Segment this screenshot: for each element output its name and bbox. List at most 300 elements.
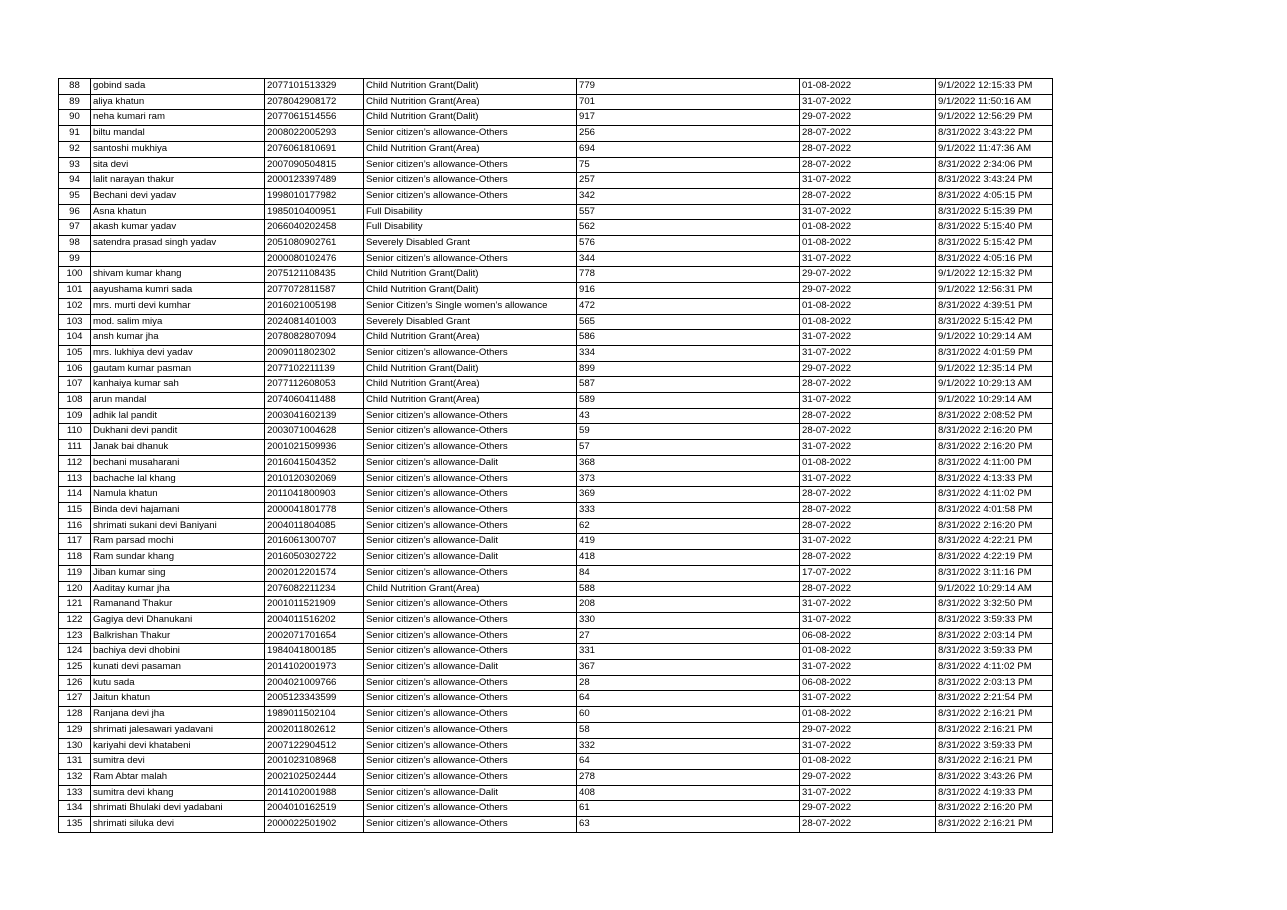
- row-number-cell: 134: [59, 801, 91, 817]
- row-number-cell: 107: [59, 377, 91, 393]
- amount-cell: 368: [577, 455, 800, 471]
- amount-cell: 562: [577, 220, 800, 236]
- amount-cell: 43: [577, 408, 800, 424]
- amount-cell: 701: [577, 94, 800, 110]
- row-number-cell: 106: [59, 361, 91, 377]
- amount-cell: 565: [577, 314, 800, 330]
- amount-cell: 472: [577, 298, 800, 314]
- amount-cell: 899: [577, 361, 800, 377]
- table-row: [59, 628, 1053, 644]
- timestamp-cell: 9/1/2022 11:50:16 AM: [936, 94, 1053, 110]
- table-row: [59, 738, 1053, 754]
- beneficiary-name-cell: sita devi: [91, 157, 265, 173]
- timestamp-cell: 8/31/2022 3:32:50 PM: [936, 597, 1053, 613]
- allowance-type-cell: Child Nutrition Grant(Area): [364, 581, 577, 597]
- row-number-cell: 115: [59, 502, 91, 518]
- date-cell: 28-07-2022: [800, 377, 936, 393]
- timestamp-cell: 8/31/2022 2:16:21 PM: [936, 707, 1053, 723]
- table-row: [59, 236, 1053, 252]
- allowance-type-cell: Senior citizen’s allowance-Others: [364, 612, 577, 628]
- amount-cell: 694: [577, 141, 800, 157]
- amount-cell: 344: [577, 251, 800, 267]
- date-cell: 01-08-2022: [800, 298, 936, 314]
- registration-number-cell: 2066040202458: [265, 220, 364, 236]
- beneficiary-name-cell: [91, 251, 265, 267]
- timestamp-cell: 8/31/2022 3:59:33 PM: [936, 644, 1053, 660]
- row-number-cell: 110: [59, 424, 91, 440]
- date-cell: 29-07-2022: [800, 361, 936, 377]
- allowance-type-cell: Senior Citizen’s Single women’s allowance: [364, 298, 577, 314]
- allowance-type-cell: Senior citizen’s allowance-Others: [364, 817, 577, 833]
- row-number-cell: 133: [59, 785, 91, 801]
- row-number-cell: 120: [59, 581, 91, 597]
- registration-number-cell: 2000022501902: [265, 817, 364, 833]
- allowance-type-cell: Senior citizen’s allowance-Others: [364, 408, 577, 424]
- timestamp-cell: 8/31/2022 4:01:59 PM: [936, 345, 1053, 361]
- beneficiary-name-cell: mod. salim miya: [91, 314, 265, 330]
- allowance-type-cell: Severely Disabled Grant: [364, 314, 577, 330]
- table-row: [59, 534, 1053, 550]
- row-number-cell: 93: [59, 157, 91, 173]
- beneficiary-name-cell: Jaitun khatun: [91, 691, 265, 707]
- registration-number-cell: 2024081401003: [265, 314, 364, 330]
- date-cell: 31-07-2022: [800, 691, 936, 707]
- allowance-type-cell: Senior citizen’s allowance-Others: [364, 707, 577, 723]
- row-number-cell: 108: [59, 393, 91, 409]
- beneficiary-name-cell: kanhaiya kumar sah: [91, 377, 265, 393]
- beneficiary-name-cell: sumitra devi: [91, 754, 265, 770]
- allowance-type-cell: Senior citizen’s allowance-Others: [364, 754, 577, 770]
- allowance-type-cell: Child Nutrition Grant(Area): [364, 94, 577, 110]
- beneficiary-name-cell: Ram parsad mochi: [91, 534, 265, 550]
- row-number-cell: 124: [59, 644, 91, 660]
- amount-cell: 59: [577, 424, 800, 440]
- date-cell: 28-07-2022: [800, 157, 936, 173]
- row-number-cell: 127: [59, 691, 91, 707]
- registration-number-cell: 2001021509936: [265, 440, 364, 456]
- beneficiary-name-cell: satendra prasad singh yadav: [91, 236, 265, 252]
- row-number-cell: 131: [59, 754, 91, 770]
- amount-cell: 256: [577, 126, 800, 142]
- timestamp-cell: 8/31/2022 4:05:15 PM: [936, 188, 1053, 204]
- registration-number-cell: 2004021009766: [265, 675, 364, 691]
- amount-cell: 64: [577, 691, 800, 707]
- table-row: [59, 393, 1053, 409]
- date-cell: 06-08-2022: [800, 675, 936, 691]
- allowance-type-cell: Senior citizen’s allowance-Dalit: [364, 660, 577, 676]
- allowance-type-cell: Senior citizen’s allowance-Others: [364, 502, 577, 518]
- date-cell: 31-07-2022: [800, 660, 936, 676]
- allowance-type-cell: Senior citizen’s allowance-Dalit: [364, 785, 577, 801]
- beneficiary-name-cell: aliya khatun: [91, 94, 265, 110]
- beneficiary-name-cell: bachache lal khang: [91, 471, 265, 487]
- table-row: [59, 314, 1053, 330]
- beneficiary-name-cell: shrimati sukani devi Baniyani: [91, 518, 265, 534]
- date-cell: 01-08-2022: [800, 220, 936, 236]
- table-row: [59, 691, 1053, 707]
- table-row: [59, 550, 1053, 566]
- date-cell: 31-07-2022: [800, 738, 936, 754]
- date-cell: 28-07-2022: [800, 518, 936, 534]
- registration-number-cell: 2000123397489: [265, 173, 364, 189]
- timestamp-cell: 8/31/2022 2:21:54 PM: [936, 691, 1053, 707]
- amount-cell: 576: [577, 236, 800, 252]
- beneficiary-name-cell: lalit narayan thakur: [91, 173, 265, 189]
- row-number-cell: 109: [59, 408, 91, 424]
- row-number-cell: 100: [59, 267, 91, 283]
- registration-number-cell: 2077112608053: [265, 377, 364, 393]
- amount-cell: 331: [577, 644, 800, 660]
- registration-number-cell: 2051080902761: [265, 236, 364, 252]
- beneficiary-name-cell: Ram sundar khang: [91, 550, 265, 566]
- allowance-type-cell: Senior citizen’s allowance-Others: [364, 738, 577, 754]
- allowance-type-cell: Child Nutrition Grant(Area): [364, 141, 577, 157]
- date-cell: 31-07-2022: [800, 534, 936, 550]
- allowance-type-cell: Full Disability: [364, 220, 577, 236]
- allowance-type-cell: Senior citizen’s allowance-Others: [364, 487, 577, 503]
- registration-number-cell: 2016061300707: [265, 534, 364, 550]
- table-row: [59, 769, 1053, 785]
- allowance-type-cell: Senior citizen’s allowance-Others: [364, 518, 577, 534]
- table-row: [59, 110, 1053, 126]
- date-cell: 31-07-2022: [800, 204, 936, 220]
- allowance-type-cell: Child Nutrition Grant(Area): [364, 393, 577, 409]
- beneficiary-name-cell: gautam kumar pasman: [91, 361, 265, 377]
- row-number-cell: 92: [59, 141, 91, 157]
- row-number-cell: 89: [59, 94, 91, 110]
- table-row: [59, 455, 1053, 471]
- beneficiary-name-cell: Jiban kumar sing: [91, 565, 265, 581]
- row-number-cell: 119: [59, 565, 91, 581]
- beneficiary-name-cell: shrimati Bhulaki devi yadabani: [91, 801, 265, 817]
- registration-number-cell: 1985010400951: [265, 204, 364, 220]
- date-cell: 17-07-2022: [800, 565, 936, 581]
- beneficiary-name-cell: Janak bai dhanuk: [91, 440, 265, 456]
- beneficiary-name-cell: aayushama kumri sada: [91, 283, 265, 299]
- row-number-cell: 132: [59, 769, 91, 785]
- date-cell: 28-07-2022: [800, 424, 936, 440]
- registration-number-cell: 2011041800903: [265, 487, 364, 503]
- amount-cell: 408: [577, 785, 800, 801]
- registration-number-cell: 2077061514556: [265, 110, 364, 126]
- beneficiary-name-cell: Ram Abtar malah: [91, 769, 265, 785]
- date-cell: 28-07-2022: [800, 581, 936, 597]
- table-row: [59, 345, 1053, 361]
- allowance-type-cell: Senior citizen’s allowance-Others: [364, 801, 577, 817]
- amount-cell: 418: [577, 550, 800, 566]
- date-cell: 31-07-2022: [800, 393, 936, 409]
- table-row: [59, 644, 1053, 660]
- beneficiary-name-cell: santoshi mukhiya: [91, 141, 265, 157]
- date-cell: 29-07-2022: [800, 283, 936, 299]
- row-number-cell: 97: [59, 220, 91, 236]
- amount-cell: 333: [577, 502, 800, 518]
- timestamp-cell: 8/31/2022 2:16:21 PM: [936, 817, 1053, 833]
- registration-number-cell: 2010120302069: [265, 471, 364, 487]
- amount-cell: 419: [577, 534, 800, 550]
- registration-number-cell: 2016050302722: [265, 550, 364, 566]
- registration-number-cell: 1989011502104: [265, 707, 364, 723]
- registration-number-cell: 2014102001973: [265, 660, 364, 676]
- row-number-cell: 88: [59, 79, 91, 95]
- amount-cell: 63: [577, 817, 800, 833]
- allowance-type-cell: Child Nutrition Grant(Dalit): [364, 361, 577, 377]
- allowance-type-cell: Senior citizen’s allowance-Others: [364, 440, 577, 456]
- beneficiary-name-cell: shivam kumar khang: [91, 267, 265, 283]
- beneficiary-name-cell: adhik lal pandit: [91, 408, 265, 424]
- table-row: [59, 298, 1053, 314]
- timestamp-cell: 8/31/2022 2:08:52 PM: [936, 408, 1053, 424]
- allowance-type-cell: Senior citizen’s allowance-Others: [364, 769, 577, 785]
- allowance-type-cell: Severely Disabled Grant: [364, 236, 577, 252]
- beneficiary-name-cell: biltu mandal: [91, 126, 265, 142]
- row-number-cell: 116: [59, 518, 91, 534]
- row-number-cell: 95: [59, 188, 91, 204]
- date-cell: 28-07-2022: [800, 550, 936, 566]
- amount-cell: 589: [577, 393, 800, 409]
- allowance-type-cell: Senior citizen’s allowance-Others: [364, 628, 577, 644]
- row-number-cell: 102: [59, 298, 91, 314]
- registration-number-cell: 2016021005198: [265, 298, 364, 314]
- timestamp-cell: 8/31/2022 4:19:33 PM: [936, 785, 1053, 801]
- beneficiary-name-cell: Balkrishan Thakur: [91, 628, 265, 644]
- beneficiary-name-cell: Namula khatun: [91, 487, 265, 503]
- amount-cell: 779: [577, 79, 800, 95]
- table-row: [59, 330, 1053, 346]
- registration-number-cell: 2004011804085: [265, 518, 364, 534]
- registration-number-cell: 2005123343599: [265, 691, 364, 707]
- amount-cell: 278: [577, 769, 800, 785]
- row-number-cell: 98: [59, 236, 91, 252]
- row-number-cell: 99: [59, 251, 91, 267]
- registration-number-cell: 2016041504352: [265, 455, 364, 471]
- registration-number-cell: 1998010177982: [265, 188, 364, 204]
- row-number-cell: 128: [59, 707, 91, 723]
- amount-cell: 61: [577, 801, 800, 817]
- row-number-cell: 91: [59, 126, 91, 142]
- amount-cell: 257: [577, 173, 800, 189]
- table-row: [59, 424, 1053, 440]
- timestamp-cell: 8/31/2022 2:03:14 PM: [936, 628, 1053, 644]
- table-row: [59, 754, 1053, 770]
- timestamp-cell: 8/31/2022 5:15:40 PM: [936, 220, 1053, 236]
- table-row: [59, 126, 1053, 142]
- table-row: [59, 581, 1053, 597]
- date-cell: 29-07-2022: [800, 110, 936, 126]
- date-cell: 28-07-2022: [800, 188, 936, 204]
- timestamp-cell: 8/31/2022 5:15:39 PM: [936, 204, 1053, 220]
- beneficiary-name-cell: kariyahi devi khatabeni: [91, 738, 265, 754]
- timestamp-cell: 9/1/2022 12:15:32 PM: [936, 267, 1053, 283]
- amount-cell: 917: [577, 110, 800, 126]
- registration-number-cell: 2004010162519: [265, 801, 364, 817]
- records-table: [58, 78, 1053, 833]
- amount-cell: 208: [577, 597, 800, 613]
- row-number-cell: 112: [59, 455, 91, 471]
- registration-number-cell: 2077102211139: [265, 361, 364, 377]
- beneficiary-name-cell: ansh kumar jha: [91, 330, 265, 346]
- amount-cell: 369: [577, 487, 800, 503]
- timestamp-cell: 8/31/2022 3:43:26 PM: [936, 769, 1053, 785]
- table-row: [59, 188, 1053, 204]
- registration-number-cell: 2077072811587: [265, 283, 364, 299]
- date-cell: 28-07-2022: [800, 817, 936, 833]
- registration-number-cell: 2001023108968: [265, 754, 364, 770]
- allowance-type-cell: Senior citizen’s allowance-Others: [364, 644, 577, 660]
- row-number-cell: 129: [59, 722, 91, 738]
- registration-number-cell: 2002102502444: [265, 769, 364, 785]
- allowance-type-cell: Child Nutrition Grant(Dalit): [364, 110, 577, 126]
- amount-cell: 60: [577, 707, 800, 723]
- amount-cell: 27: [577, 628, 800, 644]
- date-cell: 01-08-2022: [800, 236, 936, 252]
- amount-cell: 84: [577, 565, 800, 581]
- timestamp-cell: 8/31/2022 5:15:42 PM: [936, 314, 1053, 330]
- row-number-cell: 117: [59, 534, 91, 550]
- table-row: [59, 660, 1053, 676]
- timestamp-cell: 9/1/2022 10:29:14 AM: [936, 393, 1053, 409]
- table-row: [59, 267, 1053, 283]
- allowance-type-cell: Senior citizen’s allowance-Others: [364, 251, 577, 267]
- timestamp-cell: 8/31/2022 2:16:21 PM: [936, 754, 1053, 770]
- beneficiary-name-cell: Binda devi hajamani: [91, 502, 265, 518]
- registration-number-cell: 2004011516202: [265, 612, 364, 628]
- beneficiary-name-cell: akash kumar yadav: [91, 220, 265, 236]
- amount-cell: 62: [577, 518, 800, 534]
- registration-number-cell: 2077101513329: [265, 79, 364, 95]
- row-number-cell: 118: [59, 550, 91, 566]
- allowance-type-cell: Senior citizen’s allowance-Dalit: [364, 534, 577, 550]
- date-cell: 31-07-2022: [800, 330, 936, 346]
- allowance-type-cell: Senior citizen’s allowance-Dalit: [364, 455, 577, 471]
- timestamp-cell: 8/31/2022 2:16:20 PM: [936, 424, 1053, 440]
- registration-number-cell: 2007090504815: [265, 157, 364, 173]
- allowance-type-cell: Full Disability: [364, 204, 577, 220]
- date-cell: 31-07-2022: [800, 251, 936, 267]
- timestamp-cell: 8/31/2022 4:39:51 PM: [936, 298, 1053, 314]
- row-number-cell: 113: [59, 471, 91, 487]
- table-row: [59, 817, 1053, 833]
- beneficiary-name-cell: mrs. lukhiya devi yadav: [91, 345, 265, 361]
- table-row: [59, 283, 1053, 299]
- registration-number-cell: 2002071701654: [265, 628, 364, 644]
- beneficiary-name-cell: Aaditay kumar jha: [91, 581, 265, 597]
- timestamp-cell: 9/1/2022 12:15:33 PM: [936, 79, 1053, 95]
- beneficiary-name-cell: Bechani devi yadav: [91, 188, 265, 204]
- timestamp-cell: 8/31/2022 4:11:02 PM: [936, 660, 1053, 676]
- beneficiary-name-cell: kutu sada: [91, 675, 265, 691]
- date-cell: 31-07-2022: [800, 597, 936, 613]
- registration-number-cell: 2078042908172: [265, 94, 364, 110]
- date-cell: 01-08-2022: [800, 707, 936, 723]
- date-cell: 01-08-2022: [800, 79, 936, 95]
- allowance-type-cell: Child Nutrition Grant(Area): [364, 377, 577, 393]
- timestamp-cell: 8/31/2022 2:16:21 PM: [936, 722, 1053, 738]
- amount-cell: 28: [577, 675, 800, 691]
- row-number-cell: 126: [59, 675, 91, 691]
- row-number-cell: 121: [59, 597, 91, 613]
- timestamp-cell: 8/31/2022 4:22:21 PM: [936, 534, 1053, 550]
- table-row: [59, 722, 1053, 738]
- table-row: [59, 565, 1053, 581]
- date-cell: 31-07-2022: [800, 471, 936, 487]
- registration-number-cell: 2000080102476: [265, 251, 364, 267]
- table-row: [59, 487, 1053, 503]
- registration-number-cell: 1984041800185: [265, 644, 364, 660]
- date-cell: 28-07-2022: [800, 408, 936, 424]
- timestamp-cell: 8/31/2022 2:03:13 PM: [936, 675, 1053, 691]
- beneficiary-name-cell: sumitra devi khang: [91, 785, 265, 801]
- allowance-type-cell: Child Nutrition Grant(Area): [364, 330, 577, 346]
- table-row: [59, 502, 1053, 518]
- beneficiary-name-cell: shrimati siluka devi: [91, 817, 265, 833]
- registration-number-cell: 2000041801778: [265, 502, 364, 518]
- date-cell: 28-07-2022: [800, 126, 936, 142]
- row-number-cell: 94: [59, 173, 91, 189]
- timestamp-cell: 8/31/2022 3:11:16 PM: [936, 565, 1053, 581]
- date-cell: 01-08-2022: [800, 314, 936, 330]
- timestamp-cell: 9/1/2022 10:29:14 AM: [936, 330, 1053, 346]
- table-row: [59, 612, 1053, 628]
- table-row: [59, 597, 1053, 613]
- beneficiary-name-cell: gobind sada: [91, 79, 265, 95]
- registration-number-cell: 2075121108435: [265, 267, 364, 283]
- table-row: [59, 94, 1053, 110]
- allowance-type-cell: Senior citizen’s allowance-Others: [364, 597, 577, 613]
- timestamp-cell: 9/1/2022 10:29:14 AM: [936, 581, 1053, 597]
- date-cell: 31-07-2022: [800, 785, 936, 801]
- beneficiary-name-cell: arun mandal: [91, 393, 265, 409]
- registration-number-cell: 2003041602139: [265, 408, 364, 424]
- allowance-type-cell: Senior citizen’s allowance-Others: [364, 424, 577, 440]
- allowance-type-cell: Senior citizen’s allowance-Others: [364, 173, 577, 189]
- row-number-cell: 130: [59, 738, 91, 754]
- registration-number-cell: 2007122904512: [265, 738, 364, 754]
- beneficiary-name-cell: bechani musaharani: [91, 455, 265, 471]
- beneficiary-name-cell: Dukhani devi pandit: [91, 424, 265, 440]
- beneficiary-name-cell: Ramanand Thakur: [91, 597, 265, 613]
- row-number-cell: 103: [59, 314, 91, 330]
- table-row: [59, 707, 1053, 723]
- amount-cell: 57: [577, 440, 800, 456]
- date-cell: 31-07-2022: [800, 94, 936, 110]
- allowance-type-cell: Senior citizen’s allowance-Others: [364, 157, 577, 173]
- timestamp-cell: 9/1/2022 12:56:29 PM: [936, 110, 1053, 126]
- date-cell: 31-07-2022: [800, 612, 936, 628]
- beneficiary-name-cell: Ranjana devi jha: [91, 707, 265, 723]
- timestamp-cell: 8/31/2022 4:01:58 PM: [936, 502, 1053, 518]
- registration-number-cell: 2002012201574: [265, 565, 364, 581]
- date-cell: 28-07-2022: [800, 487, 936, 503]
- beneficiary-name-cell: Gagiya devi Dhanukani: [91, 612, 265, 628]
- date-cell: 28-07-2022: [800, 141, 936, 157]
- row-number-cell: 101: [59, 283, 91, 299]
- timestamp-cell: 9/1/2022 12:56:31 PM: [936, 283, 1053, 299]
- allowance-type-cell: Child Nutrition Grant(Dalit): [364, 283, 577, 299]
- timestamp-cell: 8/31/2022 5:15:42 PM: [936, 236, 1053, 252]
- registration-number-cell: 2009011802302: [265, 345, 364, 361]
- table-row: [59, 408, 1053, 424]
- date-cell: 29-07-2022: [800, 801, 936, 817]
- row-number-cell: 96: [59, 204, 91, 220]
- table-row: [59, 220, 1053, 236]
- timestamp-cell: 8/31/2022 4:11:02 PM: [936, 487, 1053, 503]
- records-table-body: [59, 79, 1053, 833]
- table-row: [59, 141, 1053, 157]
- beneficiary-name-cell: mrs. murti devi kumhar: [91, 298, 265, 314]
- row-number-cell: 122: [59, 612, 91, 628]
- registration-number-cell: 2078082807094: [265, 330, 364, 346]
